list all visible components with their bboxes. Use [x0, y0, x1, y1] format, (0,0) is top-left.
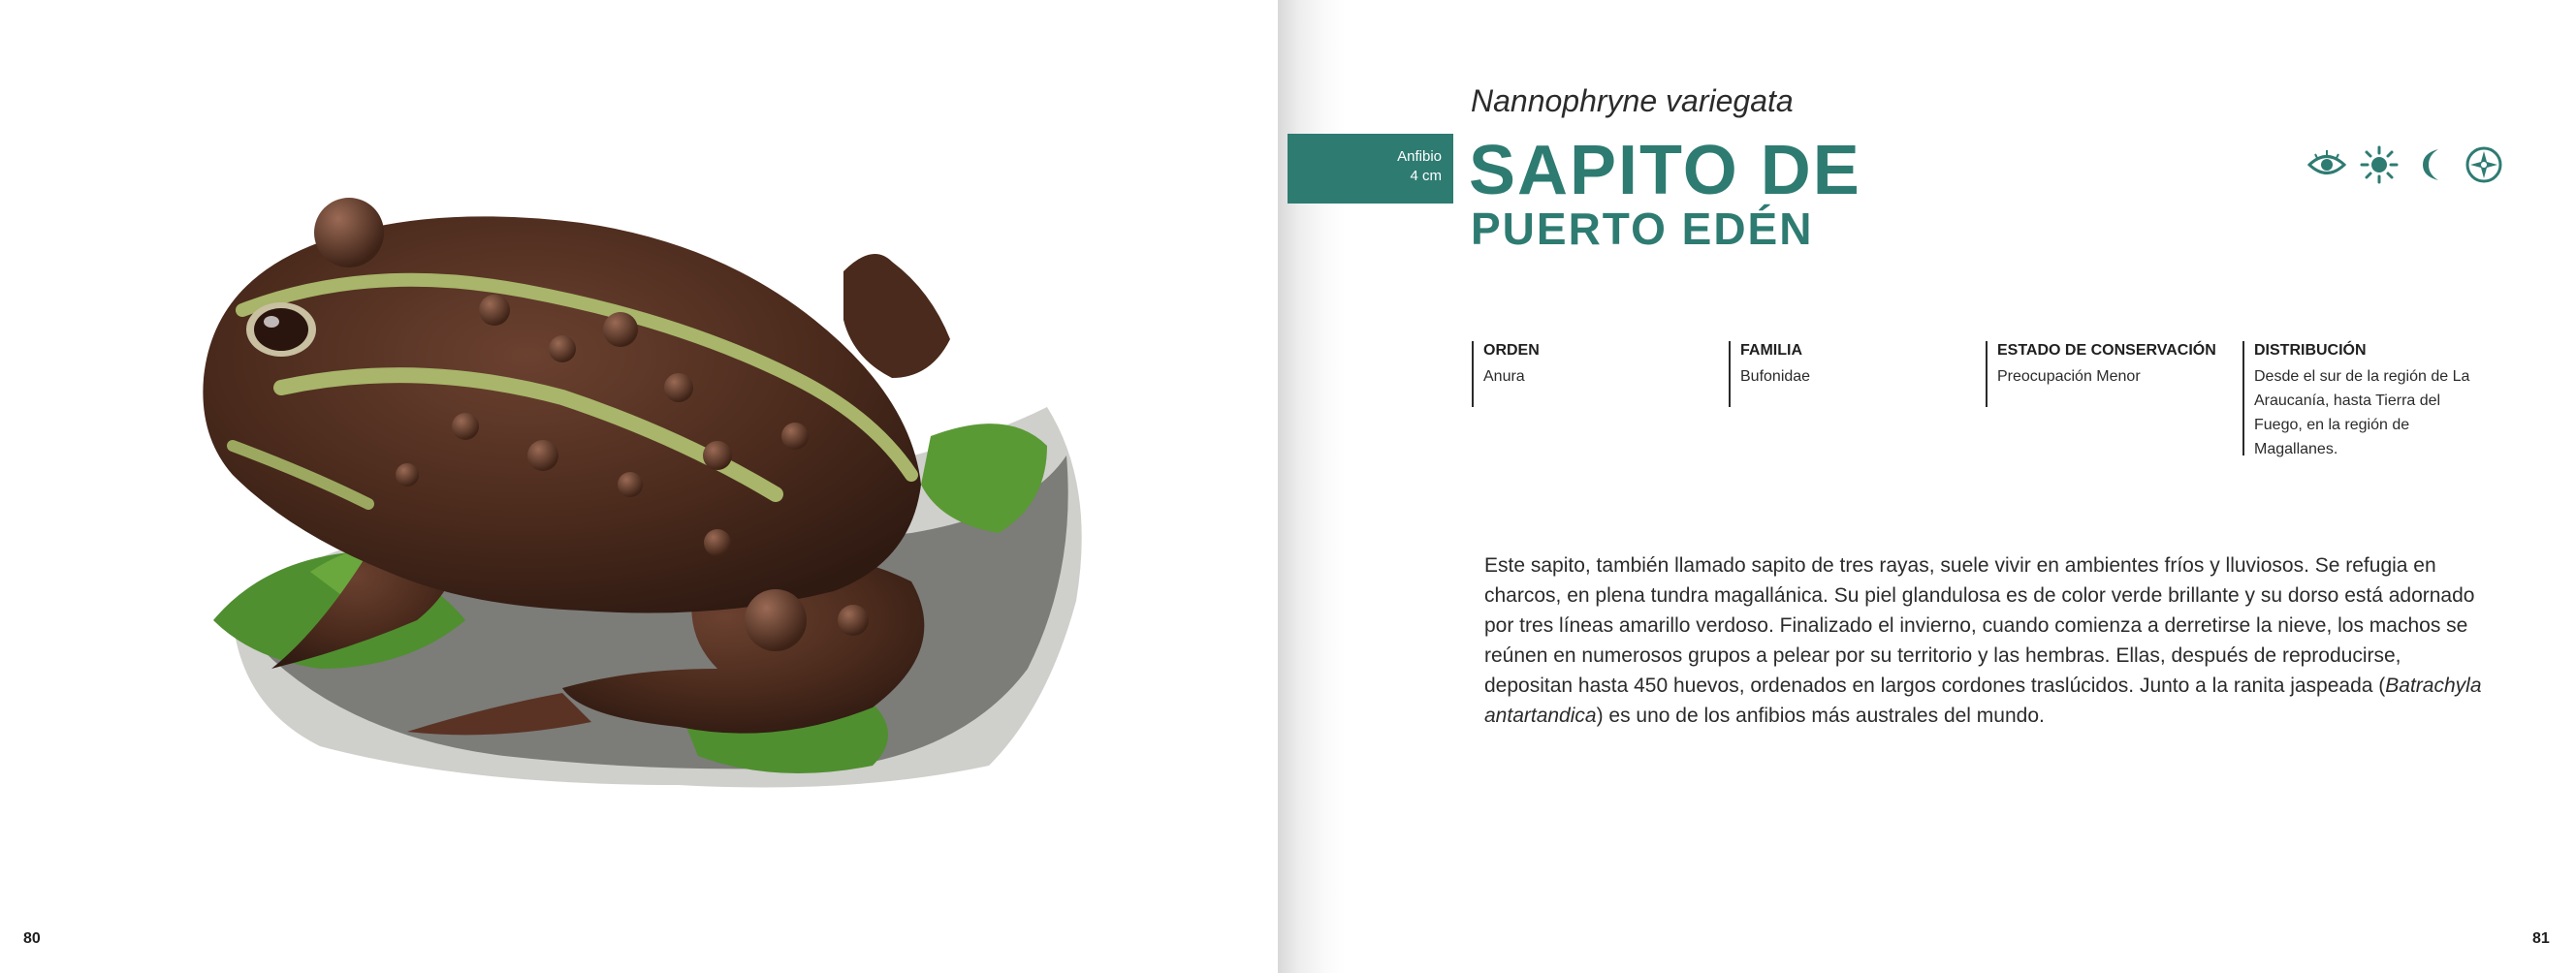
sun-icon: [2360, 145, 2399, 184]
info-distribucion: [2242, 341, 2477, 455]
info-value: Bufonidae: [1740, 368, 1811, 385]
description-text: Este sapito, también llamado sapito de tres rayas, suele vivir en ambientes fríos y lluviosos. Se refugia en charcos, en plena tundra magallánica. Su piel glandulosa es de color verde brillante y su dorso está adornado por tres líneas amarillo verdoso. Finalizado el invierno, cuando comienza a derretirse la nieve, los machos se reúnen en numerosos grupos a pelear por su territorio y las hembras. Ellas, después de reproducirse, depositan hasta 450 huevos, ordenados en largos cordones traslúcidos. Junto a la ranita jaspeada (: [1484, 554, 2475, 697]
size-label: 4 cm: [1410, 168, 1442, 184]
info-label: FAMILIA: [1740, 342, 1802, 359]
eye-icon: [2307, 145, 2346, 184]
toad-illustration: [175, 165, 1105, 804]
moon-icon: [2412, 145, 2451, 184]
info-label: ORDEN: [1483, 342, 1540, 359]
description-italic-species: Batrachyla antartandica: [1484, 675, 2482, 727]
info-value: Desde el sur de la región de La Araucanía, hasta Tierra del Fuego, en la región de Magallanes.: [2254, 368, 2470, 457]
compass-rose-icon: [2465, 145, 2503, 184]
description-text-end: ) es uno de los anfibios más australes del mundo.: [1596, 705, 2045, 727]
category-tag: [1288, 134, 1453, 204]
info-orden: [1472, 341, 1540, 407]
category-label: Anfibio: [1397, 148, 1442, 165]
habit-icons: [2307, 145, 2503, 184]
species-title-line2: PUERTO EDÉN: [1471, 204, 1814, 254]
page-number-right: 81: [2532, 930, 2550, 947]
info-conservacion: [1986, 341, 2216, 407]
info-label: DISTRIBUCIÓN: [2254, 342, 2367, 359]
info-value: Preocupación Menor: [1997, 368, 2141, 385]
species-description: [1484, 550, 2493, 731]
info-label: ESTADO DE CONSERVACIÓN: [1997, 342, 2216, 359]
scientific-name: Nannophryne variegata: [1471, 83, 1794, 118]
page-number-left: 80: [23, 930, 41, 947]
info-familia: [1729, 341, 1810, 407]
info-value: Anura: [1483, 368, 1525, 385]
species-title-line1: SAPITO DE: [1469, 132, 1861, 209]
